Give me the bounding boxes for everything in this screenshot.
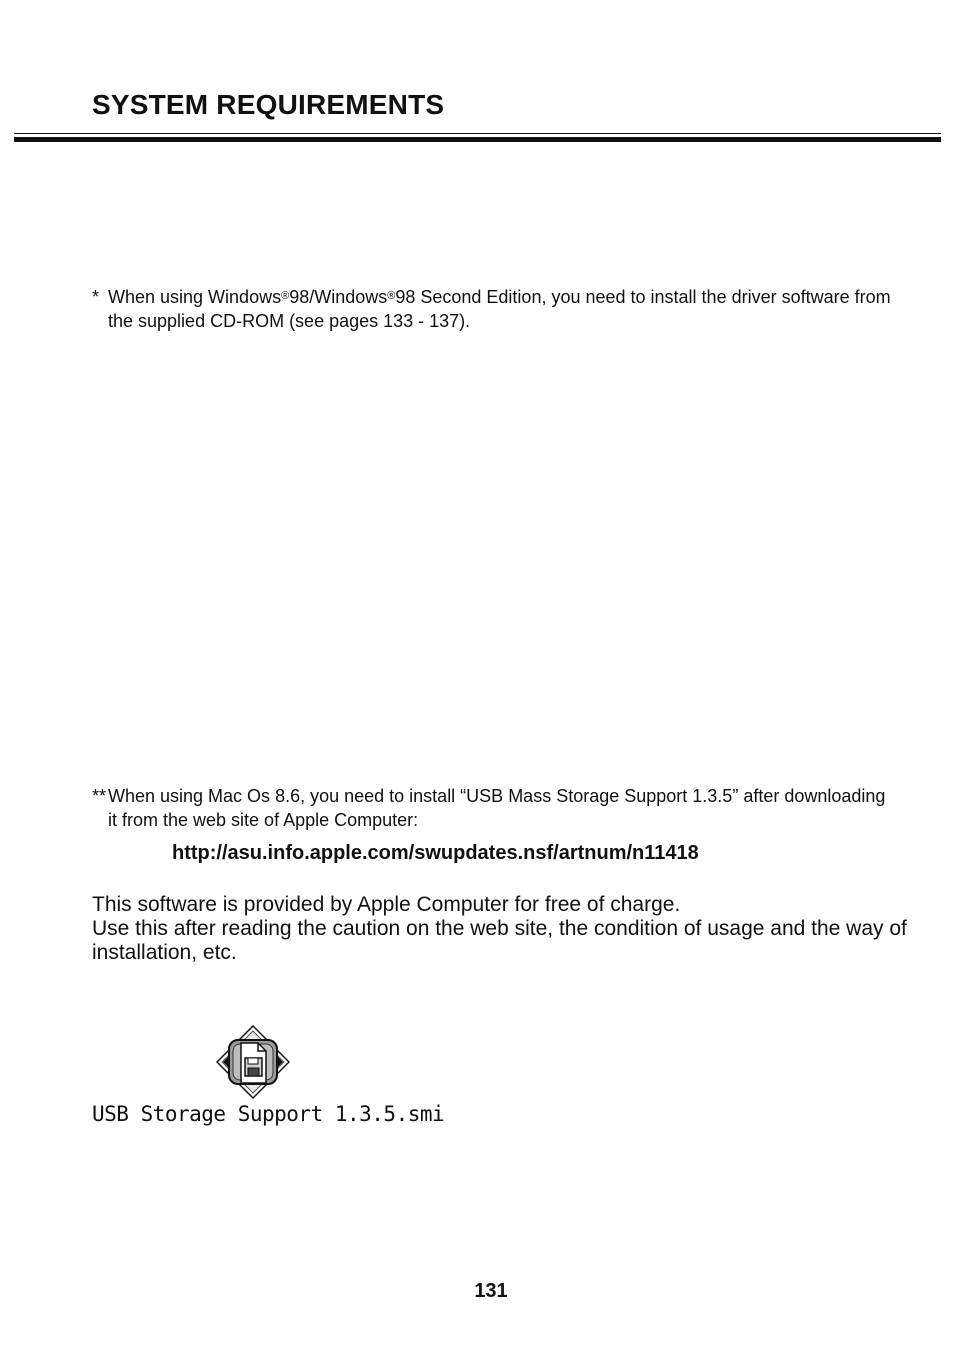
disk-image-filename: USB Storage Support 1.3.5.smi [92,1102,445,1126]
registered-mark: ® [281,290,290,302]
mac-footnote-text: When using Mac Os 8.6, you need to install “USB Mass Storage Support 1.3.5” after downloading it from the web site of Apple Computer: [108,786,886,830]
windows-footnote-part1: When using Windows [108,287,282,307]
footnote-marker: ** [92,786,107,806]
windows-footnote-part3: 98 Second Edition, you need to install the driver software from the supplied CD-ROM (see pages 133 - 137). [108,287,891,331]
software-info-line-2: Use this after reading the caution on the web site, the condition of usage and the way of installation, etc. [92,917,907,964]
windows-footnote [92,285,892,333]
mac-footnote [92,784,892,832]
registered-mark: ® [387,290,396,302]
windows-footnote-part2: 98/Windows [289,287,388,307]
page-title: SYSTEM REQUIREMENTS [92,89,445,120]
software-info-line-1: This software is provided by Apple Computer for free of charge. [92,893,681,916]
software-info-paragraph [92,893,912,965]
title-divider-thin [14,133,941,134]
footnote-marker: * [92,287,100,307]
page-number: 131 [474,1280,508,1302]
windows-footnote-text [92,285,892,333]
apple-download-url: http://asu.info.apple.com/swupdates.nsf/artnum/n11418 [172,842,699,864]
disk-image-icon [216,1025,290,1099]
title-divider-thick [14,137,941,142]
